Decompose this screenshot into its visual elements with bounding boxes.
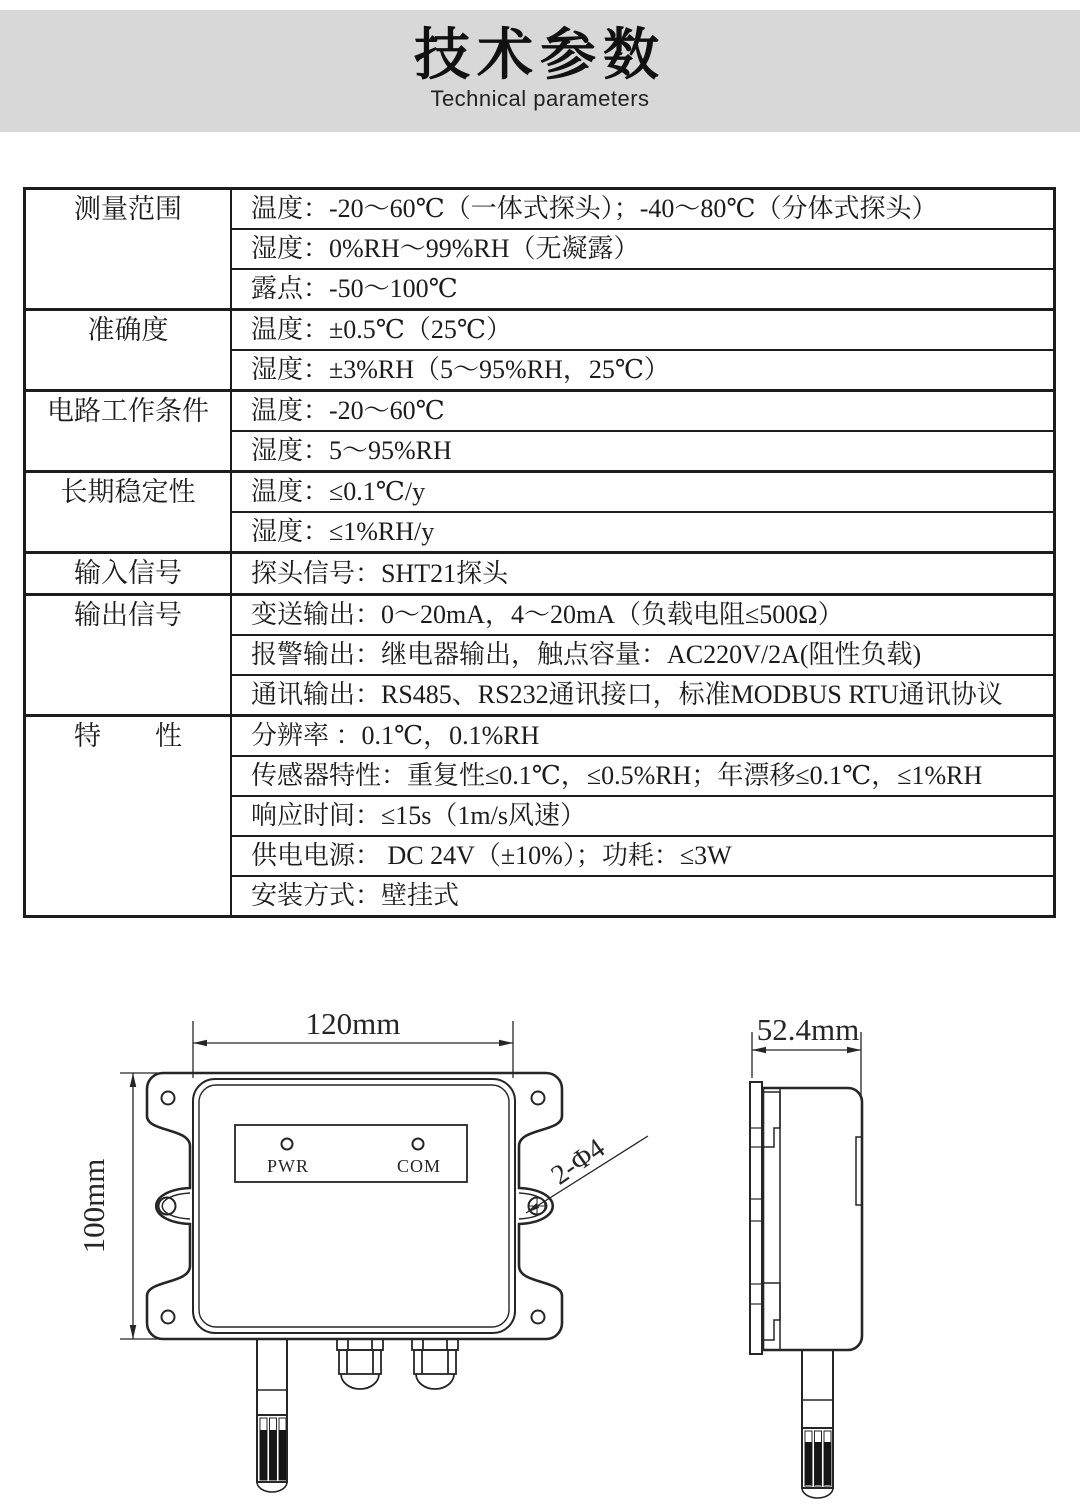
spec-value: 分辨率 ：0.1℃，0.1%RH	[231, 716, 1055, 757]
spec-row	[25, 716, 1055, 757]
side-view-drawing	[750, 1012, 862, 1498]
mount-hole-bottom-right	[532, 1311, 545, 1324]
spec-row	[25, 553, 1055, 595]
front-body-outline	[147, 1073, 562, 1339]
mount-hole-bottom-left	[162, 1311, 175, 1324]
spec-row	[25, 595, 1055, 636]
front-height-dimension-label: 100mm	[76, 1158, 111, 1254]
spec-value: 响应时间：≤15s（1m/s风速）	[231, 796, 1055, 836]
spec-table-grid	[23, 187, 1056, 918]
spec-table-body	[25, 189, 1055, 917]
front-probe	[257, 1339, 287, 1492]
front-cover-outer	[193, 1079, 515, 1333]
spec-table	[23, 187, 1056, 910]
pwr-led	[282, 1139, 293, 1150]
side-depth-dimension-label: 52.4mm	[756, 1012, 860, 1047]
side-plate-ticks	[750, 1128, 762, 1304]
spec-value: 温度：≤0.1℃/y	[231, 472, 1055, 513]
front-cover-inner	[199, 1085, 509, 1327]
spec-row	[25, 472, 1055, 513]
spec-group-label: 测量范围	[25, 189, 232, 310]
spec-value: 供电电源： DC 24V（±10%）；功耗：≤3W	[231, 836, 1055, 876]
cable-gland-1	[337, 1339, 383, 1389]
side-probe	[802, 1350, 833, 1498]
pwr-led-label: PWR	[266, 1156, 310, 1176]
spec-value: 变送输出：0～20mA，4～20mA（负载电阻≤500Ω）	[231, 595, 1055, 636]
spec-group-label: 长期稳定性	[25, 472, 232, 553]
spec-row	[25, 310, 1055, 351]
dimension-drawings	[0, 960, 1080, 1504]
front-view-drawing	[76, 1006, 648, 1492]
spec-value: 露点：-50～100℃	[231, 269, 1055, 310]
hole-callout-label: 2-Φ4	[545, 1132, 611, 1192]
side-top-tab	[762, 1092, 780, 1147]
spec-value: 湿度：±3%RH（5～95%RH，25℃）	[231, 350, 1055, 391]
spec-value: 探头信号：SHT21探头	[231, 553, 1055, 595]
front-width-dimension-label: 120mm	[305, 1006, 401, 1041]
spec-row	[25, 189, 1055, 230]
side-mount-plate	[750, 1082, 762, 1354]
spec-row	[25, 391, 1055, 432]
header-band	[0, 10, 1080, 132]
mount-hole-top-right	[532, 1092, 545, 1105]
spec-group-label: 输入信号	[25, 553, 232, 595]
spec-group-label: 准确度	[25, 310, 232, 391]
spec-value: 湿度：≤1%RH/y	[231, 512, 1055, 553]
spec-value: 报警输出：继电器输出，触点容量：AC220V/2A(阻性负载)	[231, 635, 1055, 675]
front-height-dimension	[120, 1073, 158, 1339]
spec-value: 温度：±0.5℃（25℃）	[231, 310, 1055, 351]
mount-hole-middle-left	[159, 1198, 176, 1215]
com-led-label: COM	[396, 1156, 442, 1176]
spec-value: 通讯输出：RS485、RS232通讯接口，标准MODBUS RTU通讯协议	[231, 675, 1055, 716]
spec-value: 湿度：0%RH～99%RH（无凝露）	[231, 229, 1055, 269]
page-subtitle: Technical parameters	[430, 86, 650, 111]
spec-value: 湿度：5～95%RH	[231, 431, 1055, 472]
mount-hole-top-left	[162, 1092, 175, 1105]
spec-value: 传感器特性：重复性≤0.1℃，≤0.5%RH；年漂移≤0.1℃，≤1%RH	[231, 756, 1055, 796]
com-led	[413, 1139, 424, 1150]
spec-group-label: 特 性	[25, 716, 232, 917]
spec-group-label: 电路工作条件	[25, 391, 232, 472]
side-bottom-tab	[762, 1283, 780, 1340]
cable-gland-2	[412, 1339, 458, 1389]
spec-value: 安装方式：壁挂式	[231, 876, 1055, 917]
spec-value: 温度：-20～60℃	[231, 391, 1055, 432]
page-title: 技术参数	[414, 23, 666, 86]
spec-group-label: 输出信号	[25, 595, 232, 716]
spec-value: 温度：-20～60℃（一体式探头）；-40～80℃（分体式探头）	[231, 189, 1055, 230]
